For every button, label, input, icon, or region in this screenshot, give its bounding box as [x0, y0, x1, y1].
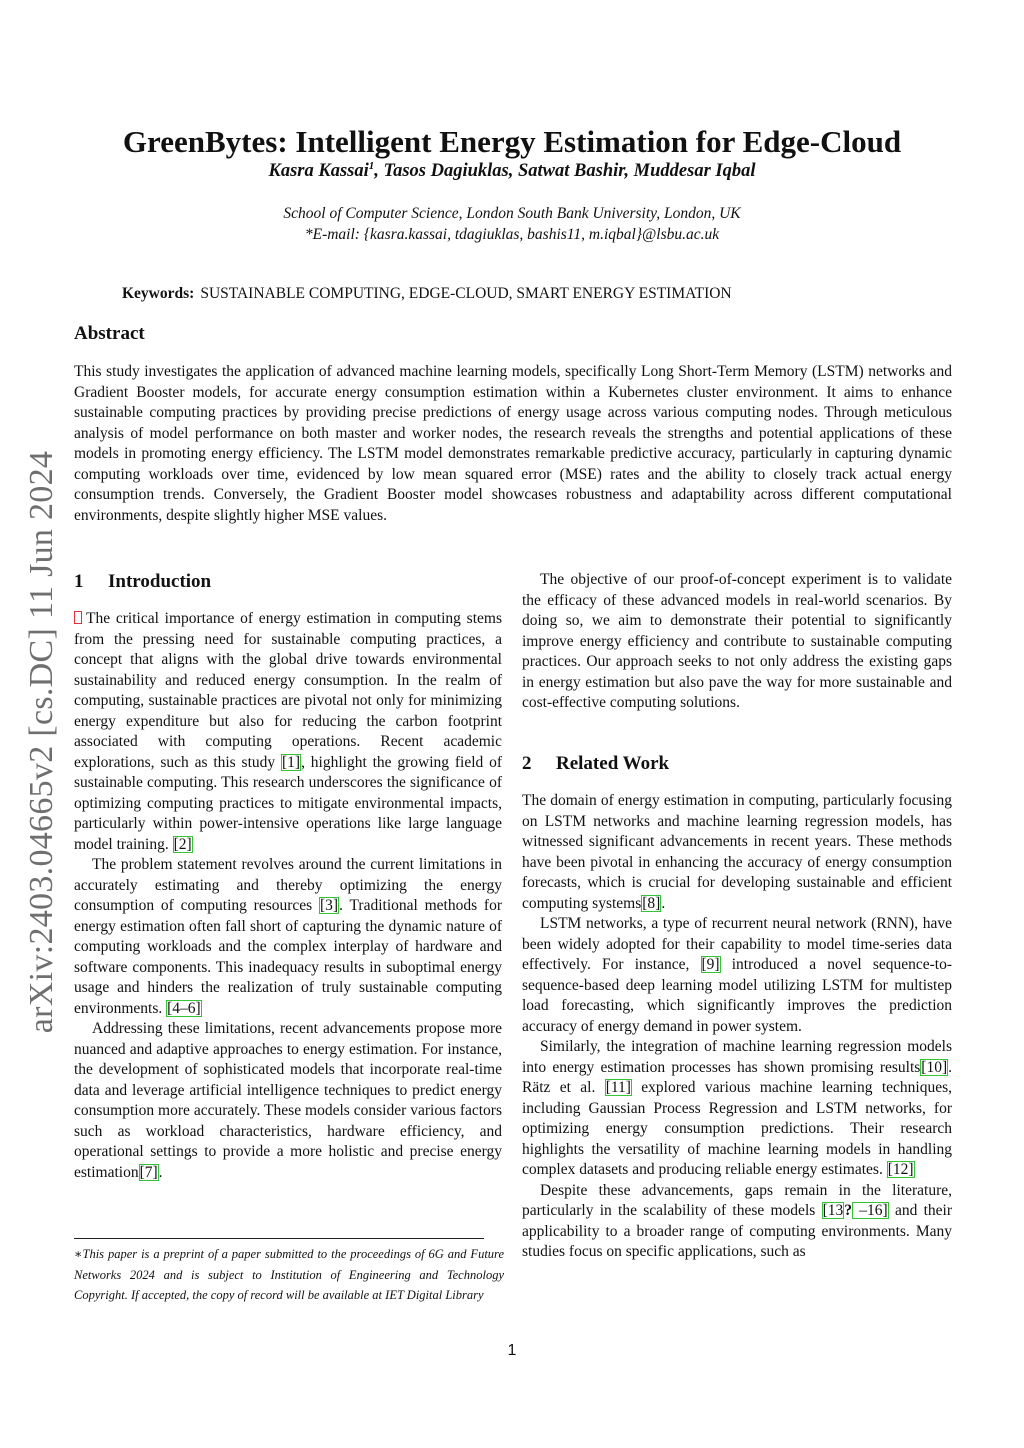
footnote-text: ∗This paper is a preprint of a paper submitted to the proceedings of 6G and Future Networks 2024 and is subject to Institution of Engineering and Technology Copyright. If accepted, the copy of record will be available at IET Digital Library: [74, 1247, 504, 1302]
introduction-body: [74, 609, 502, 1183]
related-work-heading: [522, 753, 669, 775]
related-paragraph-2: [522, 914, 952, 1037]
first-author: Kasra Kassai: [268, 161, 369, 182]
citation-link[interactable]: –16]: [852, 1202, 888, 1219]
citation-link[interactable]: [11]: [605, 1079, 631, 1096]
citation-link[interactable]: [2]: [173, 835, 192, 853]
intro-paragraph-3: [74, 1019, 502, 1183]
paragraph-text: .: [158, 1163, 163, 1181]
related-paragraph-1: [522, 791, 952, 914]
paragraph-text: .: [661, 894, 666, 912]
co-authors: , Tasos Dagiuklas, Satwat Bashir, Muddesar Iqbal: [374, 161, 756, 182]
introduction-heading: [74, 571, 211, 593]
paragraph-text: . Traditional methods for energy estimation often fall short of capturing the dynamic nature of computing workloads and the complex interplay of hardware and software components. This inadequacy results in suboptimal energy usage and hinders the realization of truly sustainable computing environments.: [74, 897, 502, 1017]
abstract-heading: Abstract: [74, 323, 145, 344]
section-number: 1: [74, 571, 84, 592]
citation-link[interactable]: [13: [822, 1202, 844, 1219]
paragraph-text: explored various machine learning techniques, including Gaussian Process Regression and LSTM networks, for optimizing energy consumption predictions. Their research highlights the versatility of machine learning models in handling complex datasets and producing reliable energy estimates.: [522, 1079, 952, 1178]
paragraph-text: The problem statement revolves around the current limitations in accurately estimating and thereby optimizing the energy consumption of computing resources: [74, 856, 502, 914]
paragraph-text: Similarly, the integration of machine learning regression models into energy estimation processes has shown promising results: [522, 1038, 952, 1076]
section-title: Introduction: [108, 571, 212, 592]
paragraph-text: Addressing these limitations, recent advancements propose more nuanced and adaptive approaches to energy estimation. For instance, the development of sophisticated models that incorporate real-time data and leverage artificial intelligence techniques to predict energy consumption more accurately. These models consider various factors such as workload characteristics, hardware efficiency, and operational settings to provide a more holistic and precise energy estimation: [74, 1020, 502, 1181]
citation-link[interactable]: [7]: [139, 1163, 158, 1181]
citation-link[interactable]: [4–6]: [167, 999, 201, 1017]
author-superscript: 1: [368, 160, 375, 172]
paragraph-text: Despite these advancements, gaps remain in the literature, particularly in the scalability of these models: [522, 1181, 952, 1219]
arxiv-identifier-stamp: arXiv:2403.04665v2 [cs.DC] 11 Jun 2024: [23, 450, 60, 1034]
right-column: [522, 570, 952, 714]
keywords-line: [122, 285, 732, 303]
paragraph-text: and their applicability to a broader range of computing environments. Many studies focus on specific applications, such as: [522, 1202, 952, 1260]
affiliation: School of Computer Science, London South Bank University, London, UK: [283, 205, 741, 222]
contact-email: *E-mail: {kasra.kassai, tdagiuklas, bashis11, m.iqbal}@lsbu.ac.uk: [304, 226, 720, 243]
related-paragraph-3: [522, 1037, 952, 1181]
section-title: Related Work: [556, 753, 670, 774]
citation-link[interactable]: [8]: [642, 894, 661, 912]
footnote-marker-link[interactable]: [74, 611, 82, 624]
citation-link[interactable]: [10]: [921, 1058, 948, 1076]
page-number: 1: [507, 1342, 517, 1359]
abstract-text: This study investigates the application of advanced machine learning models, specifically Long Short-Term Memory (LSTM) networks and Gradient Booster models, for accurate energy consumption estimation within a Kubernetes cluster environment. It aims to enhance sustainable computing practices by providing precise predictions of energy usage across various computing nodes. Through meticulous analysis of model performance on both master and worker nodes, the research reveals the strengths and potential applications of these models in promoting energy efficiency. The LSTM model demonstrates remarkable predictive accuracy, particularly in capturing dynamic computing workloads over time, evidenced by low mean squared error (MSE) rates and the ability to closely track actual energy consumption trends. Conversely, the Gradient Booster model showcases robustness and adaptability across different computational environments, despite slightly higher MSE values.: [74, 363, 952, 524]
keywords-value: SUSTAINABLE COMPUTING, EDGE-CLOUD, SMART ENERGY ESTIMATION: [200, 285, 732, 302]
unresolved-citation-mark: ?: [844, 1202, 852, 1219]
citation-link[interactable]: [12]: [887, 1161, 914, 1178]
author-list: [0, 160, 1024, 182]
footnote-divider: [74, 1238, 484, 1239]
paragraph-text: introduced a novel sequence-to-sequence-based deep learning model utilizing LSTM for multistep load forecasting, which significantly improves the prediction accuracy of energy demand in power system.: [522, 956, 952, 1035]
paragraph-text: , highlight the growing field of sustainable computing. This research underscores the significance of optimizing computing practices to mitigate environmental impacts, particularly within power-intensive operations like large language model training.: [74, 753, 502, 853]
paragraph-text: The domain of energy estimation in computing, particularly focusing on LSTM networks and machine learning regression models, has witnessed significant advancements in recent years. These methods have been pivotal in enhancing the accuracy of energy consumption forecasts, which is crucial for developing sustainable and efficient computing systems: [522, 792, 952, 912]
paragraph-text: The critical importance of energy estimation in computing stems from the pressing need for sustainable computing practices, a concept that aligns with the global drive towards environmental sustainability and reduced energy consumption. In the realm of computing, sustainable practices are pivotal not only for minimizing energy expenditure but also for reducing the carbon footprint associated with computing operations. Recent academic explorations, such as this study: [74, 610, 502, 771]
intro-paragraph-1: [74, 609, 502, 855]
related-work-body: [522, 791, 952, 1263]
citation-link[interactable]: [9]: [701, 956, 720, 973]
section-number: 2: [522, 753, 532, 774]
citation-link[interactable]: [3]: [320, 897, 339, 914]
intro-paragraph-2: [74, 855, 502, 1019]
paper-title: GreenBytes: Intelligent Energy Estimation for Edge-Cloud: [122, 124, 902, 159]
related-paragraph-4: [522, 1181, 952, 1263]
keywords-label: Keywords:: [122, 285, 195, 302]
intro-continuation-paragraph: The objective of our proof-of-concept experiment is to validate the efficacy of these advanced models in real-world scenarios. By doing so, we aim to demonstrate their potential to significantly improve energy efficiency and contribute to sustainable computing practices. Our approach seeks to not only address the existing gaps in energy estimation but also pave the way for more sustainable and cost-effective computing solutions.: [522, 571, 952, 711]
citation-link[interactable]: [1]: [281, 753, 301, 771]
paragraph-text: LSTM networks, a type of recurrent neural network (RNN), have been widely adopted for their capability to model time-series data effectively. For instance,: [522, 915, 952, 973]
paragraph-text: . Rätz et al.: [522, 1058, 952, 1096]
